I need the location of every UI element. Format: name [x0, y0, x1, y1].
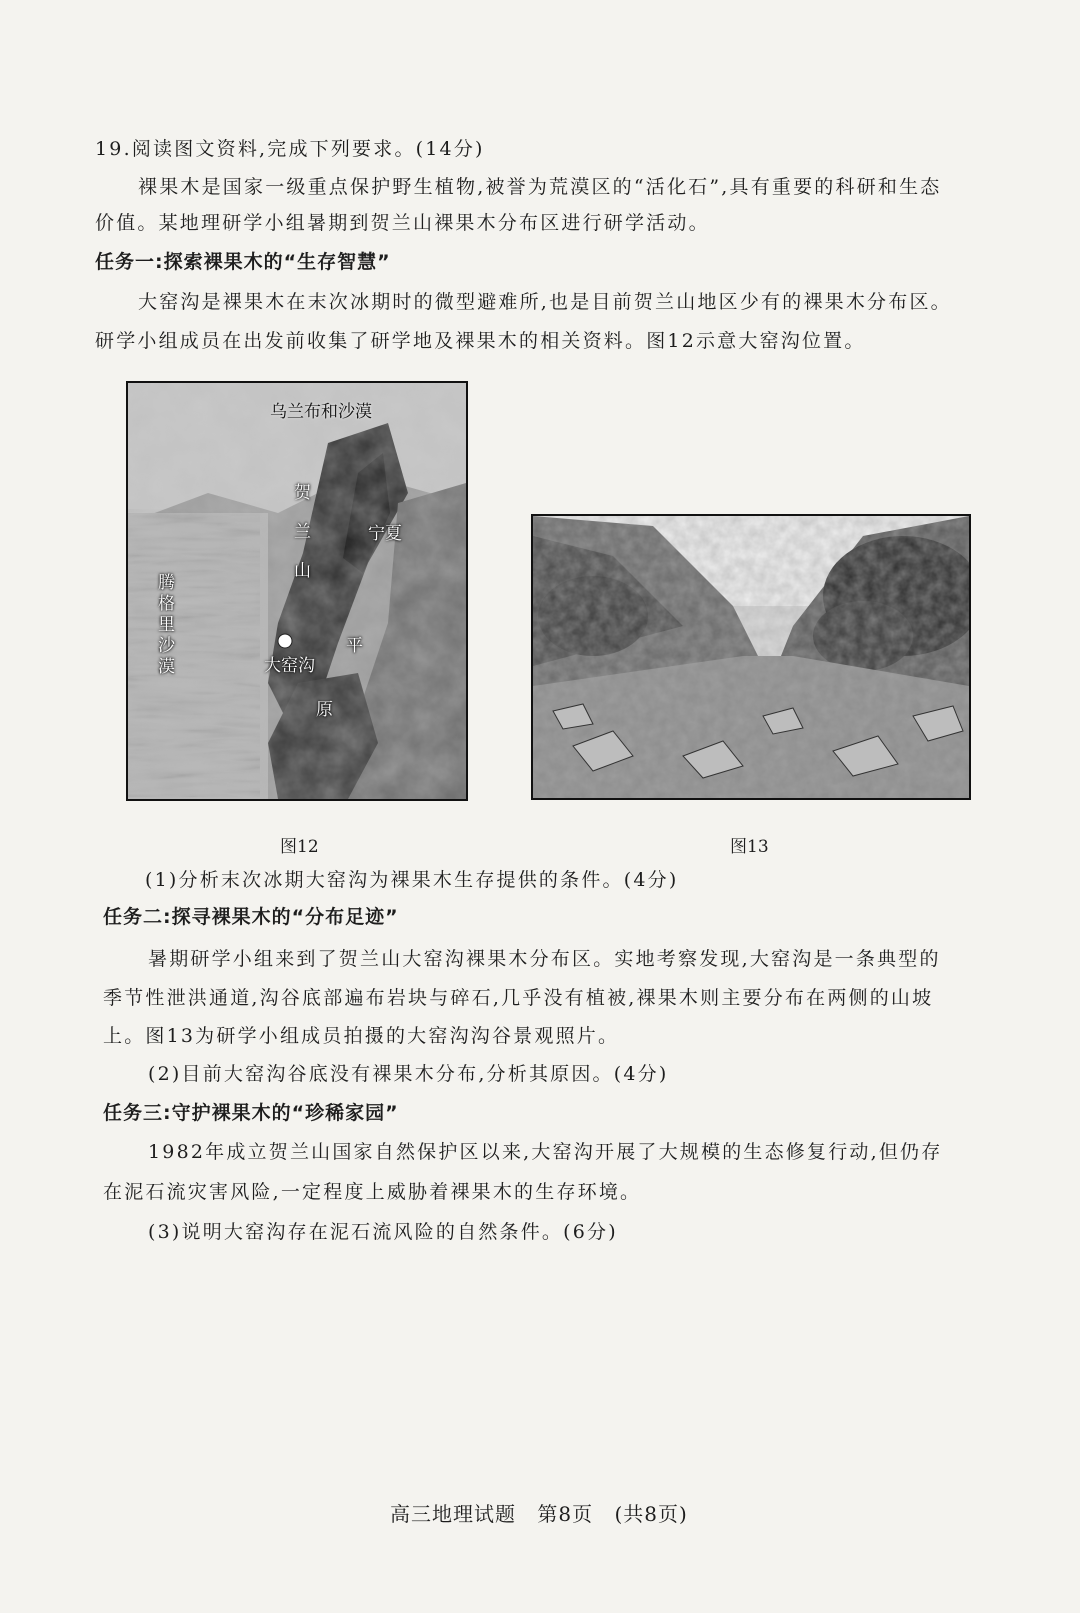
question-2: (2)目前大窑沟谷底没有裸果木分布,分析其原因。(4分): [148, 1063, 669, 1085]
task2-line-1: 暑期研学小组来到了贺兰山大窑沟裸果木分布区。实地考察发现,大窑沟是一条典型的: [148, 948, 941, 970]
task3-line-1: 1982年成立贺兰山国家自然保护区以来,大窑沟开展了大规模的生态修复行动,但仍存: [148, 1141, 943, 1163]
footer-page-number: 第8页: [537, 1502, 594, 1526]
label-ningxia: 宁夏: [368, 524, 402, 544]
task1-title: 任务一:探索裸果木的“生存智慧”: [95, 251, 391, 273]
figure-12-caption: 图12: [280, 837, 319, 857]
intro-line-1: 裸果木是国家一级重点保护野生植物,被誉为荒漠区的“活化石”,具有重要的科研和生态: [138, 176, 942, 198]
task3-line-2: 在泥石流灾害风险,一定程度上威胁着裸果木的生存环境。: [103, 1181, 642, 1203]
task2-title: 任务二:探寻裸果木的“分布足迹”: [103, 906, 399, 928]
footer-subject: 高三地理试题: [390, 1502, 516, 1526]
question-header: 19.阅读图文资料,完成下列要求。(14分): [95, 138, 485, 160]
figure-13-valley-photo: [531, 514, 971, 800]
footer-total-pages: (共8页): [614, 1502, 688, 1526]
page-footer: [390, 1498, 688, 1527]
figure-13-caption: 图13: [730, 837, 769, 857]
label-helan-mountain: 贺兰山: [290, 483, 310, 600]
task1-line-1: 大窑沟是裸果木在末次冰期时的微型避难所,也是目前贺兰山地区少有的裸果木分布区。: [138, 291, 952, 313]
label-ulan-buh-desert: 乌兰布和沙漠: [270, 402, 372, 422]
task2-line-3: 上。图13为研学小组成员拍摄的大窑沟沟谷景观照片。: [103, 1025, 620, 1047]
label-plain-ping: 平: [346, 636, 363, 656]
task2-line-2: 季节性泄洪通道,沟谷底部遍布岩块与碎石,几乎没有植被,裸果木则主要分布在两侧的山坡: [103, 987, 934, 1009]
valley-photo-image: [533, 516, 969, 798]
task1-line-2: 研学小组成员在出发前收集了研学地及裸果木的相关资料。图12示意大窑沟位置。: [95, 330, 866, 352]
task3-title: 任务三:守护裸果木的“珍稀家园”: [103, 1102, 399, 1124]
figure-12-satellite-map: [126, 381, 468, 801]
label-tengger-desert: 腾格里沙漠: [154, 573, 174, 678]
label-plain-yuan: 原: [316, 700, 333, 720]
site-marker-icon: [278, 634, 292, 648]
question-3: (3)说明大窑沟存在泥石流风险的自然条件。(6分): [148, 1221, 618, 1243]
label-dayaogou: 大窑沟: [264, 656, 315, 676]
question-1: (1)分析末次冰期大窑沟为裸果木生存提供的条件。(4分): [145, 869, 679, 891]
intro-line-2: 价值。某地理研学小组暑期到贺兰山裸果木分布区进行研学活动。: [95, 212, 710, 234]
